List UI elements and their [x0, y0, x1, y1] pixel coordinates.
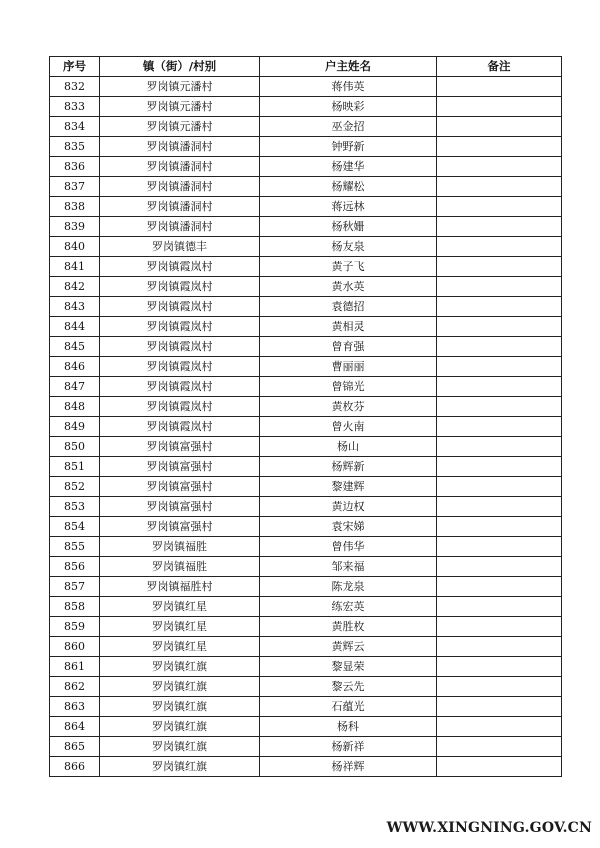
- row-serial-number: 851: [50, 457, 100, 477]
- row-town-village: 罗岗镇红星: [100, 637, 260, 657]
- row-serial-number: 853: [50, 497, 100, 517]
- table-row: [50, 737, 562, 757]
- row-remarks: [437, 177, 562, 197]
- row-remarks: [437, 417, 562, 437]
- table-row: [50, 557, 562, 577]
- row-serial-number: 847: [50, 377, 100, 397]
- table-row: [50, 237, 562, 257]
- row-town-village: 罗岗镇富强村: [100, 477, 260, 497]
- row-remarks: [437, 397, 562, 417]
- row-remarks: [437, 737, 562, 757]
- row-remarks: [437, 137, 562, 157]
- row-serial-number: 846: [50, 357, 100, 377]
- row-householder-name: 袁德招: [260, 297, 437, 317]
- table-row: [50, 697, 562, 717]
- table-body: [50, 77, 562, 777]
- row-town-village: 罗岗镇潘洞村: [100, 217, 260, 237]
- table-row: [50, 257, 562, 277]
- table-row: [50, 377, 562, 397]
- row-remarks: [437, 597, 562, 617]
- table-row: [50, 177, 562, 197]
- row-town-village: 罗岗镇元潘村: [100, 97, 260, 117]
- row-remarks: [437, 577, 562, 597]
- row-householder-name: 杨映彩: [260, 97, 437, 117]
- row-householder-name: 黄子飞: [260, 257, 437, 277]
- row-town-village: 罗岗镇霞岚村: [100, 357, 260, 377]
- row-remarks: [437, 637, 562, 657]
- row-remarks: [437, 477, 562, 497]
- row-householder-name: 石蕴光: [260, 697, 437, 717]
- row-town-village: 罗岗镇红旗: [100, 697, 260, 717]
- row-town-village: 罗岗镇红旗: [100, 657, 260, 677]
- row-serial-number: 863: [50, 697, 100, 717]
- row-remarks: [437, 757, 562, 777]
- row-remarks: [437, 117, 562, 137]
- table-row: [50, 97, 562, 117]
- table-row: [50, 717, 562, 737]
- table-row: [50, 477, 562, 497]
- row-town-village: 罗岗镇福胜: [100, 557, 260, 577]
- row-remarks: [437, 77, 562, 97]
- table-row: [50, 657, 562, 677]
- row-town-village: 罗岗镇德丰: [100, 237, 260, 257]
- row-remarks: [437, 617, 562, 637]
- table-row: [50, 457, 562, 477]
- row-town-village: 罗岗镇红星: [100, 597, 260, 617]
- row-remarks: [437, 717, 562, 737]
- row-householder-name: 练宏英: [260, 597, 437, 617]
- row-remarks: [437, 337, 562, 357]
- header-serial-number: 序号: [50, 57, 100, 77]
- table-header-row: [50, 57, 562, 77]
- row-serial-number: 835: [50, 137, 100, 157]
- row-town-village: 罗岗镇霞岚村: [100, 417, 260, 437]
- table-row: [50, 397, 562, 417]
- row-town-village: 罗岗镇潘洞村: [100, 137, 260, 157]
- row-serial-number: 852: [50, 477, 100, 497]
- row-householder-name: 曾育强: [260, 337, 437, 357]
- row-householder-name: 杨祥辉: [260, 757, 437, 777]
- row-householder-name: 蒋伟英: [260, 77, 437, 97]
- table-row: [50, 197, 562, 217]
- row-town-village: 罗岗镇潘洞村: [100, 197, 260, 217]
- table-row: [50, 437, 562, 457]
- row-serial-number: 834: [50, 117, 100, 137]
- row-householder-name: 曾锦光: [260, 377, 437, 397]
- row-serial-number: 839: [50, 217, 100, 237]
- table-row: [50, 617, 562, 637]
- table-row: [50, 497, 562, 517]
- row-serial-number: 841: [50, 257, 100, 277]
- row-householder-name: 杨耀松: [260, 177, 437, 197]
- table-row: [50, 317, 562, 337]
- row-householder-name: 黎云先: [260, 677, 437, 697]
- row-remarks: [437, 157, 562, 177]
- row-remarks: [437, 457, 562, 477]
- row-householder-name: 杨友泉: [260, 237, 437, 257]
- row-town-village: 罗岗镇福胜村: [100, 577, 260, 597]
- row-town-village: 罗岗镇霞岚村: [100, 337, 260, 357]
- row-serial-number: 849: [50, 417, 100, 437]
- row-town-village: 罗岗镇富强村: [100, 457, 260, 477]
- row-serial-number: 842: [50, 277, 100, 297]
- row-householder-name: 黎建辉: [260, 477, 437, 497]
- row-householder-name: 黄辉云: [260, 637, 437, 657]
- row-serial-number: 857: [50, 577, 100, 597]
- row-serial-number: 861: [50, 657, 100, 677]
- table-row: [50, 77, 562, 97]
- row-town-village: 罗岗镇元潘村: [100, 117, 260, 137]
- row-householder-name: 黄水英: [260, 277, 437, 297]
- table-row: [50, 677, 562, 697]
- row-remarks: [437, 237, 562, 257]
- row-serial-number: 862: [50, 677, 100, 697]
- row-remarks: [437, 677, 562, 697]
- site-watermark: WWW.XINGNING.GOV.CN: [386, 820, 592, 836]
- row-remarks: [437, 697, 562, 717]
- row-householder-name: 钟野新: [260, 137, 437, 157]
- row-town-village: 罗岗镇潘洞村: [100, 157, 260, 177]
- row-town-village: 罗岗镇富强村: [100, 517, 260, 537]
- row-householder-name: 杨建华: [260, 157, 437, 177]
- row-householder-name: 黄胜枚: [260, 617, 437, 637]
- row-serial-number: 837: [50, 177, 100, 197]
- row-serial-number: 860: [50, 637, 100, 657]
- table-row: [50, 137, 562, 157]
- row-householder-name: 陈龙泉: [260, 577, 437, 597]
- row-householder-name: 蒋远林: [260, 197, 437, 217]
- table-row: [50, 337, 562, 357]
- row-householder-name: 杨科: [260, 717, 437, 737]
- row-town-village: 罗岗镇霞岚村: [100, 397, 260, 417]
- row-serial-number: 855: [50, 537, 100, 557]
- table-row: [50, 157, 562, 177]
- row-remarks: [437, 517, 562, 537]
- row-householder-name: 曹丽丽: [260, 357, 437, 377]
- row-serial-number: 854: [50, 517, 100, 537]
- row-householder-name: 袁宋娣: [260, 517, 437, 537]
- row-town-village: 罗岗镇富强村: [100, 437, 260, 457]
- row-remarks: [437, 437, 562, 457]
- row-serial-number: 859: [50, 617, 100, 637]
- row-householder-name: 黄边权: [260, 497, 437, 517]
- row-serial-number: 840: [50, 237, 100, 257]
- row-householder-name: 邹来福: [260, 557, 437, 577]
- row-town-village: 罗岗镇潘洞村: [100, 177, 260, 197]
- row-householder-name: 杨秋姗: [260, 217, 437, 237]
- header-householder-name: 户主姓名: [260, 57, 437, 77]
- row-householder-name: 巫金招: [260, 117, 437, 137]
- row-serial-number: 866: [50, 757, 100, 777]
- row-town-village: 罗岗镇霞岚村: [100, 277, 260, 297]
- row-serial-number: 848: [50, 397, 100, 417]
- table-row: [50, 277, 562, 297]
- row-serial-number: 856: [50, 557, 100, 577]
- row-remarks: [437, 317, 562, 337]
- household-roster-table: [49, 56, 562, 777]
- row-town-village: 罗岗镇红星: [100, 617, 260, 637]
- row-town-village: 罗岗镇红旗: [100, 677, 260, 697]
- row-householder-name: 黎显荣: [260, 657, 437, 677]
- row-remarks: [437, 257, 562, 277]
- table-row: [50, 637, 562, 657]
- row-serial-number: 865: [50, 737, 100, 757]
- row-town-village: 罗岗镇霞岚村: [100, 377, 260, 397]
- row-town-village: 罗岗镇红旗: [100, 717, 260, 737]
- row-remarks: [437, 377, 562, 397]
- table-row: [50, 537, 562, 557]
- table-row: [50, 757, 562, 777]
- row-town-village: 罗岗镇福胜: [100, 537, 260, 557]
- row-town-village: 罗岗镇霞岚村: [100, 257, 260, 277]
- row-remarks: [437, 197, 562, 217]
- table-row: [50, 217, 562, 237]
- row-town-village: 罗岗镇霞岚村: [100, 297, 260, 317]
- row-remarks: [437, 557, 562, 577]
- table-row: [50, 517, 562, 537]
- row-serial-number: 838: [50, 197, 100, 217]
- row-town-village: 罗岗镇富强村: [100, 497, 260, 517]
- row-serial-number: 858: [50, 597, 100, 617]
- row-remarks: [437, 357, 562, 377]
- row-householder-name: 黄相灵: [260, 317, 437, 337]
- row-householder-name: 曾伟华: [260, 537, 437, 557]
- row-town-village: 罗岗镇霞岚村: [100, 317, 260, 337]
- row-remarks: [437, 537, 562, 557]
- header-town-village: 镇（街）/村别: [100, 57, 260, 77]
- row-serial-number: 833: [50, 97, 100, 117]
- row-serial-number: 844: [50, 317, 100, 337]
- row-serial-number: 864: [50, 717, 100, 737]
- row-town-village: 罗岗镇元潘村: [100, 77, 260, 97]
- table-row: [50, 577, 562, 597]
- row-remarks: [437, 97, 562, 117]
- header-remarks: 备注: [437, 57, 562, 77]
- row-remarks: [437, 657, 562, 677]
- table-row: [50, 297, 562, 317]
- row-householder-name: 曾火南: [260, 417, 437, 437]
- row-serial-number: 845: [50, 337, 100, 357]
- row-householder-name: 杨新祥: [260, 737, 437, 757]
- row-serial-number: 836: [50, 157, 100, 177]
- table-row: [50, 597, 562, 617]
- row-remarks: [437, 217, 562, 237]
- table-row: [50, 117, 562, 137]
- row-householder-name: 黄枚芬: [260, 397, 437, 417]
- table-row: [50, 357, 562, 377]
- row-remarks: [437, 277, 562, 297]
- row-householder-name: 杨辉新: [260, 457, 437, 477]
- row-town-village: 罗岗镇红旗: [100, 757, 260, 777]
- row-serial-number: 850: [50, 437, 100, 457]
- row-town-village: 罗岗镇红旗: [100, 737, 260, 757]
- row-serial-number: 832: [50, 77, 100, 97]
- row-remarks: [437, 297, 562, 317]
- row-serial-number: 843: [50, 297, 100, 317]
- row-remarks: [437, 497, 562, 517]
- table-row: [50, 417, 562, 437]
- row-householder-name: 杨山: [260, 437, 437, 457]
